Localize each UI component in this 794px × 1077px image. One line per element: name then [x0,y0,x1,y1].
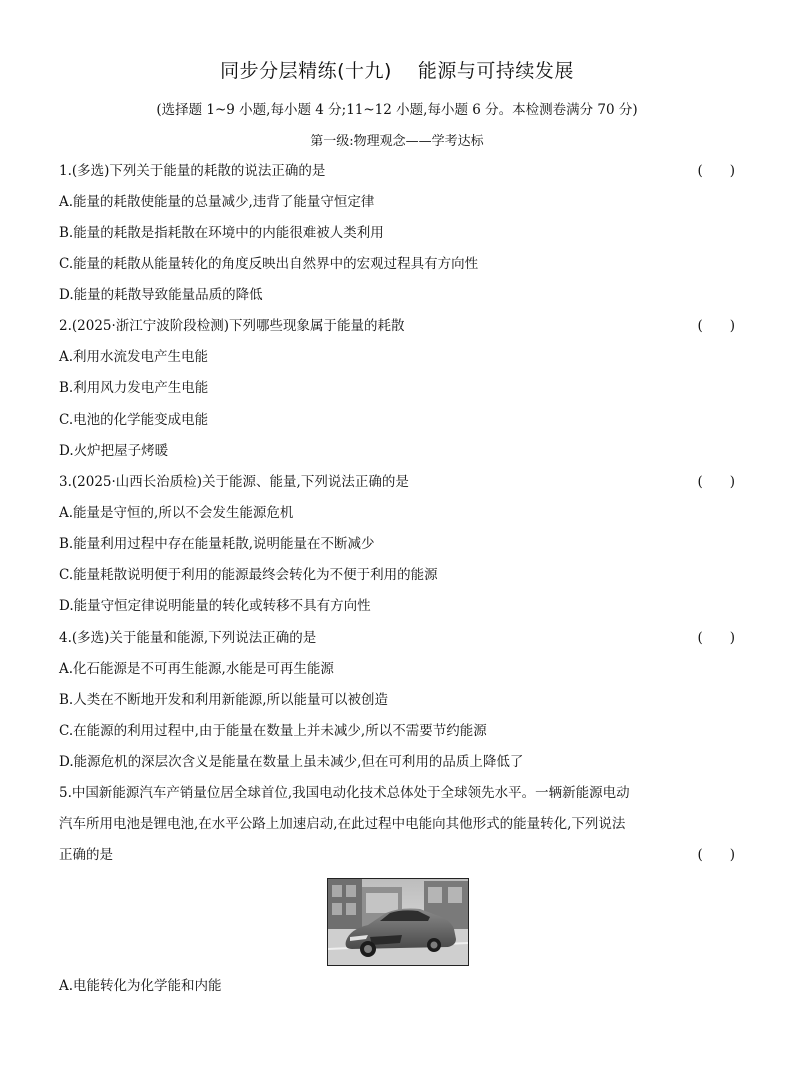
question-2-option-d: D.火炉把屋子烤暖 [59,443,169,459]
question-2-option-b: B.利用风力发电产生电能 [59,380,209,396]
question-4-option-d: D.能源危机的深层次含义是能量在数量上虽未减少,但在可利用的品质上降低了 [59,754,524,770]
question-2-option-a: A.利用水流发电产生电能 [59,349,209,365]
question-4-option-a: A.化石能源是不可再生能源,水能是可再生能源 [59,661,334,677]
score-instructions: (选择题 1~9 小题,每小题 4 分;11~12 小题,每小题 6 分。本检测卷满分 70 分) [156,102,638,118]
answer-bracket: ( ) [697,474,735,490]
question-4-option-b: B.人类在不断地开发和利用新能源,所以能量可以被创造 [59,692,389,708]
question-1-option-d: D.能量的耗散导致能量品质的降低 [59,287,263,303]
level-heading: 第一级:物理观念——学考达标 [310,134,484,149]
answer-bracket: ( ) [697,163,735,179]
question-1-stem: 1.(多选)下列关于能量的耗散的说法正确的是 ( ) [59,163,735,179]
question-3-stem: 3.(2025·山西长治质检)关于能源、能量,下列说法正确的是 ( ) [59,474,735,490]
question-5-stem-line-1: 5.中国新能源汽车产销量位居全球首位,我国电动化技术总体处于全球领先水平。一辆新能源电动 [59,785,630,801]
question-4-option-c: C.在能源的利用过程中,由于能量在数量上并未减少,所以不需要节约能源 [59,723,487,739]
title-topic: 能源与可持续发展 [417,60,574,82]
answer-bracket: ( ) [697,318,735,334]
question-5-stem-line-2: 汽车所用电池是锂电池,在水平公路上加速启动,在此过程中电能向其他形式的能量转化,下列说法 [59,816,626,832]
electric-car-photo [327,878,469,966]
question-3-option-c: C.能量耗散说明便于利用的能源最终会转化为不便于利用的能源 [59,567,438,583]
question-3-option-d: D.能量守恒定律说明能量的转化或转移不具有方向性 [59,598,371,614]
question-1-option-b: B.能量的耗散是指耗散在环境中的内能很难被人类利用 [59,225,384,241]
answer-bracket: ( ) [697,630,735,646]
question-1-option-c: C.能量的耗散从能量转化的角度反映出自然界中的宏观过程具有方向性 [59,256,479,272]
question-4-stem: 4.(多选)关于能量和能源,下列说法正确的是 ( ) [59,630,735,646]
answer-bracket: ( ) [697,847,735,863]
question-5-option-a: A.电能转化为化学能和内能 [59,978,222,994]
question-3-option-a: A.能量是守恒的,所以不会发生能源危机 [59,505,294,521]
electric-car-illustration [328,879,468,965]
page-title [0,56,794,83]
question-1-option-a: A.能量的耗散使能量的总量减少,违背了能量守恒定律 [59,194,375,210]
title-series: 同步分层精练(十九) [220,60,392,82]
question-5-stem-line-3: 正确的是 ( ) [59,847,735,863]
question-2-stem: 2.(2025·浙江宁波阶段检测)下列哪些现象属于能量的耗散 ( ) [59,318,735,334]
question-3-option-b: B.能量利用过程中存在能量耗散,说明能量在不断减少 [59,536,375,552]
question-2-option-c: C.电池的化学能变成电能 [59,412,209,428]
